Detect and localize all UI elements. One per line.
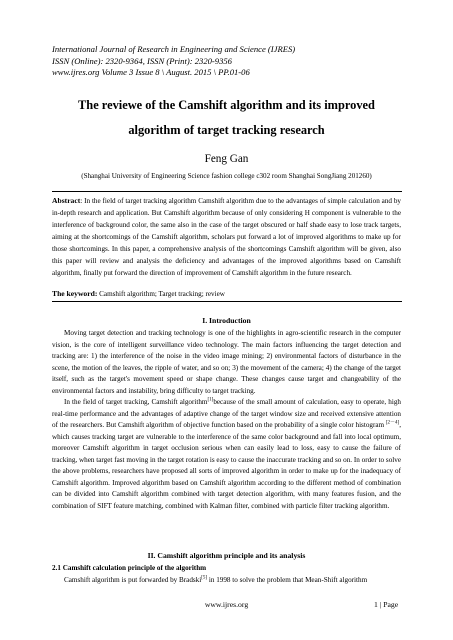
paragraph-text: Camshift algorithm is put forwarded by Bradski (64, 576, 202, 584)
keywords-label: The keyword: (52, 289, 98, 298)
abstract-label: Abstract (52, 196, 81, 205)
paragraph-text: In the field of target tracking, Camshift algorithm (64, 398, 208, 406)
introduction-paragraph-2 (52, 397, 401, 512)
abstract-top-rule (52, 191, 402, 192)
section2-paragraph-1 (52, 575, 401, 587)
author-name: Feng Gan (204, 153, 249, 165)
journal-issn: ISSN (Online): 2320-9364, ISSN (Print): 2320-9356 (52, 55, 232, 66)
paragraph-text: because of the small amount of calculation, easy to operate, high real-time performance and the advantages of adaptive change of the target window size and received extensive attention of the researchers. But Camshift algorithm of objective function based on the probability of a single color histogram (52, 398, 401, 429)
subsection-heading-2-1: 2.1 Camshift calculation principle of the algorithm (52, 564, 207, 572)
abstract (52, 195, 401, 280)
journal-volume: www.ijres.org Volume 3 Issue 8 \ August. 2015 \ PP.01-06 (52, 67, 250, 77)
paper-title (40, 93, 413, 143)
journal-header (52, 44, 295, 79)
footer-url: www.ijres.org (204, 600, 249, 609)
citation-ref: [2－4] (385, 420, 400, 426)
abstract-bottom-rule (52, 301, 402, 302)
introduction-paragraph-1: Moving target detection and tracking technology is one of the highlights in agro-scientific research in the computer vision, is the core of intelligent surveillance video technology. The main factors influencing the target detection and tracking are: 1) the interference of the noise in the video image mining; 2) environmental factors of disturbance in the scene, the motion of the leaves, the ripple of water, and so on; 3) the movement of the camera; 4) the change of the target itself, such as the target's movement speed or shape change. These changes cause target and changeability of the environmental factors and instability, bring difficulty to target tracking. (52, 329, 401, 395)
citation-ref: [5] (201, 575, 208, 581)
footer-page-number: 1 | Page (374, 600, 399, 609)
section-heading-introduction: I. Introduction (202, 316, 251, 325)
section-heading-camshift-principle: II. Camshift algorithm principle and its analysis (147, 551, 306, 560)
paragraph-text: , which causes tracking target are vulnerable to the interference of the same color background and fall into local optimum, moreover Camshift algorithm in target occlusion serious when can easily lead to loss, easy to cause the failure of tracking, when target fast moving in the target rotation is easy to cause the inaccurate tracking and so on. In order to solve the above problems, researchers have proposed all sorts of improved algorithm in order to make up for the inadequacy of Camshift algorithm. Improved algorithm based on Camshift algorithm according to the different method of combination can be divided into Camshift algorithm combined with target detection algorithm, with many features fusion, and the combination of SIFT feature matching, combined with Kalman filter, combined with particle filter tracking algorithm. (52, 421, 401, 510)
paper-title-line2: algorithm of target tracking research (128, 123, 325, 137)
keywords-text: Camshift algorithm; Target tracking; review (97, 290, 225, 298)
keywords (52, 289, 401, 298)
paragraph-text: in 1998 to solve the problem that Mean-Shift algorithm (207, 576, 368, 584)
introduction-body (52, 328, 401, 512)
paper-title-line1: The reviewe of the Camshift algorithm and its improved (78, 98, 375, 112)
abstract-text: : In the field of target tracking algorithm Camshift algorithm due to the advantages of simple calculation and by in-depth research and application. But Camshift algorithm because of only considering H component is vulnerable to the interference of background color, the same also in the case of the target obscured or half shade easy to lose track targets, aiming at the shortcomings of the Camshift algorithm, scholars put forward a lot of improved algorithms to make up for those shortcomings. In this paper, a comprehensive analysis of the shortcomings Camshift algorithm will be given, also this paper will review and analysis the deficiency and advantages of the improved algorithms based on Camshift algorithm, finally put forward the direction of improvement of Camshift algorithm in the future research. (52, 197, 401, 277)
citation-ref: [1] (207, 397, 214, 403)
author-affiliation: (Shanghai University of Engineering Science fashion college c302 room Shanghai SongJiang 201260) (81, 172, 372, 180)
journal-name: International Journal of Research in Engineering and Science (IJRES) (52, 44, 296, 54)
